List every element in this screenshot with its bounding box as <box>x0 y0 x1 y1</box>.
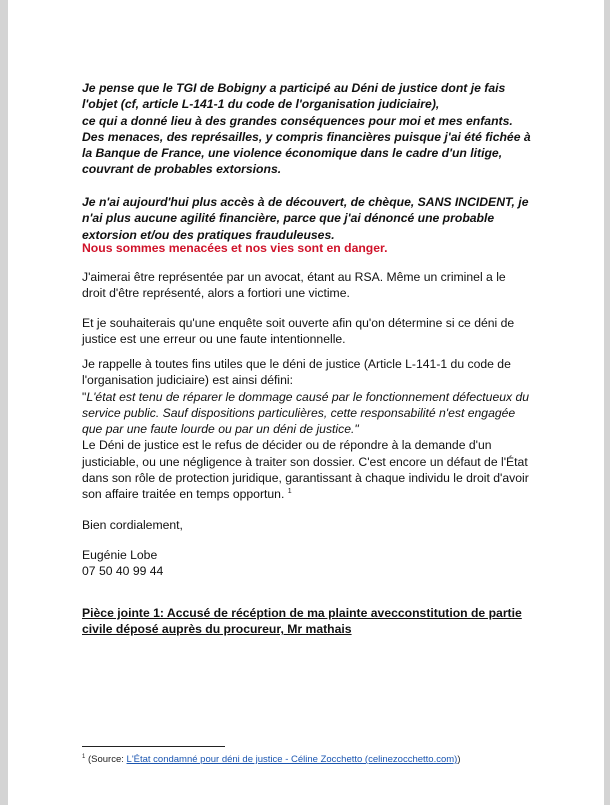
footnote-prefix: (Source: <box>85 754 127 765</box>
paragraph-investigation-request: Et je souhaiterais qu'une enquête soit ouverte afin qu'on détermine si ce déni de justice est une erreur ou une faute intentionnelle. <box>82 316 515 347</box>
paragraph-financial-agility: Je n'ai aujourd'hui plus accès à de découvert, de chèque, SANS INCIDENT, je n'ai plus aucune agilité financière, parce que j'ai dénoncé une probable extorsion et/ou des pratiques frauduleuses. <box>82 195 529 242</box>
definition-quote: L'état est tenu de réparer le dommage causé par le fonctionnement défectueux du service public. Sauf dispositions particulières, cette responsabilité n'est engagée que par une faute lourde ou par un déni de justice." <box>82 389 530 437</box>
footnote-separator <box>82 746 225 747</box>
right-scroll-gutter <box>604 0 610 805</box>
footnote-suffix: ) <box>457 754 461 765</box>
paragraph-lawyer-request: J'aimerai être représentée par un avocat, étant au RSA. Même un criminel a le droit d'être représenté, alors a fortiori une victime. <box>82 270 506 301</box>
definition-intro: Je rappelle à toutes fins utiles que le déni de justice (Article L-141-1 du code de l'organisation judiciaire) est ainsi défini: <box>82 357 511 388</box>
footnote <box>82 754 461 766</box>
quote-open-mark: " <box>82 389 87 404</box>
signature-phone: 07 50 40 99 44 <box>82 564 164 579</box>
footnote-marker: 1 <box>82 753 86 760</box>
paragraph-consequences: ce qui a donné lieu à des grandes conséquences pour moi et mes enfants. Des menaces, des représailles, y compris financières puisque j'ai été fichée à la Banque de France, une violence économique dans le cadre d'un litige, couvrant de probables extorsions. <box>82 113 531 177</box>
footnote-source-link[interactable]: L'État condamné pour déni de justice - Céline Zocchetto (celinezocchetto.com) <box>126 754 458 765</box>
paragraph-definition <box>82 356 532 503</box>
paragraph-tgi-line1: Je pense que le TGI de Bobigny a participé au Déni de justice dont je fais l'objet (cf, article L-141-1 du code de l'organisation judiciaire), <box>82 81 506 112</box>
footnote-reference[interactable]: 1 <box>287 488 292 496</box>
signature-block <box>82 547 532 580</box>
paragraph-deni-explanation: Le Déni de justice est le refus de décider ou de répondre à la demande d'un justiciable, ou une négligence à traiter son dossier. C'est encore un défaut de l'État dans son rôle de protection juridique, garantissant à chaque individu le droit d'avoir son affaire traitée en temps opportun. <box>82 438 529 502</box>
left-gutter <box>0 0 8 805</box>
attachment-note: Pièce jointe 1: Accusé de récéption de ma plainte avecconstitution de partie civile déposé auprès du procureur, Mr mathais <box>82 606 522 637</box>
warning-danger-text: Nous sommes menacées et nos vies sont en danger. <box>82 241 388 255</box>
paragraph-tgi-bobigny <box>82 80 532 178</box>
signature-name: Eugénie Lobe <box>82 548 158 562</box>
closing-salutation: Bien cordialement, <box>82 518 183 532</box>
